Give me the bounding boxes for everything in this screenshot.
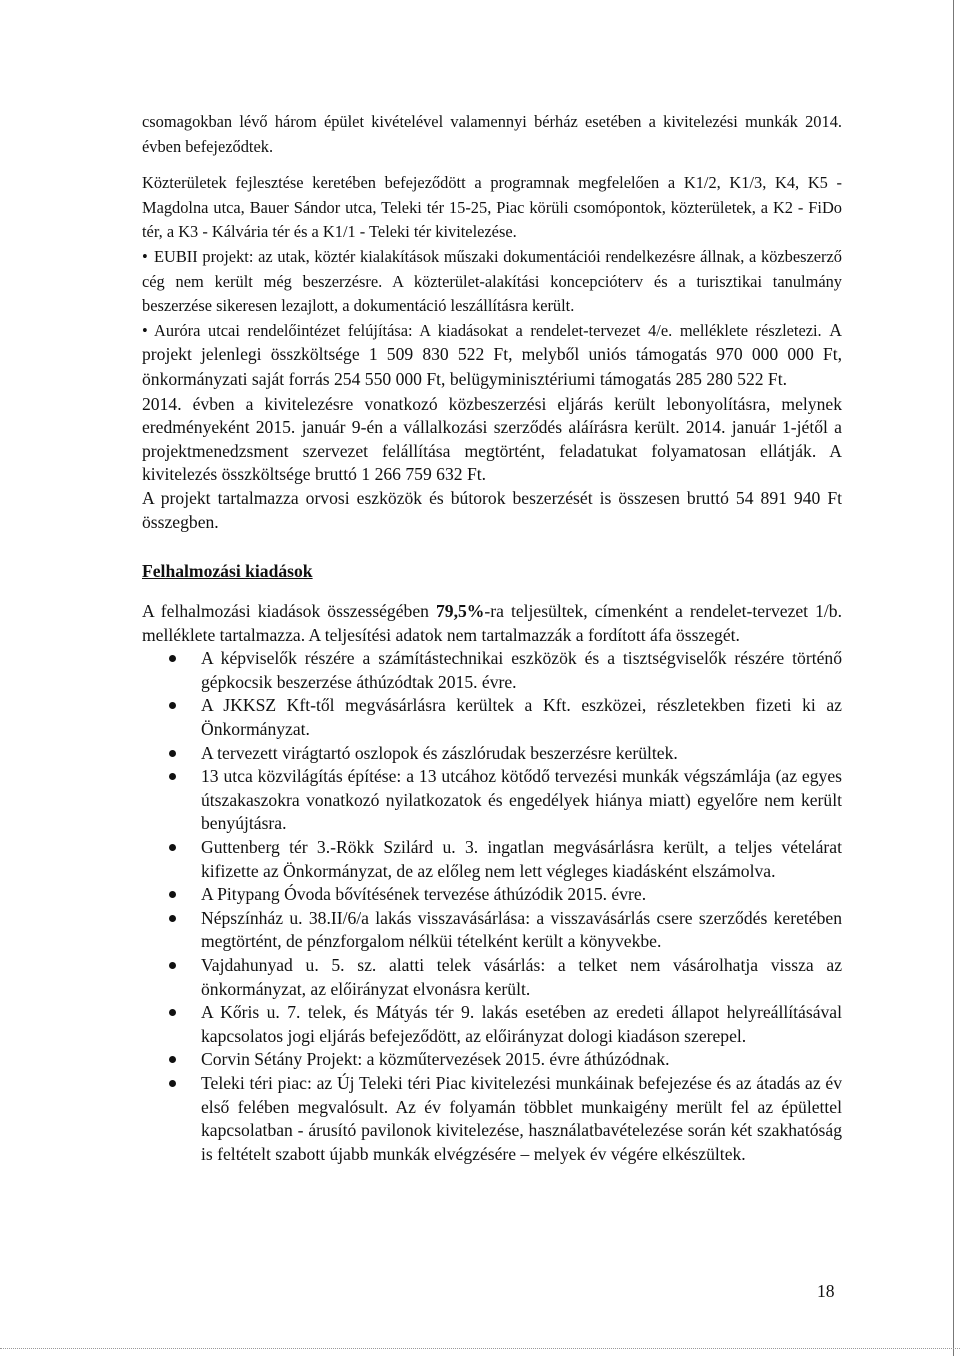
- list-item: [142, 694, 842, 741]
- list-item: [142, 836, 842, 883]
- bullet-icon: [169, 655, 176, 662]
- bullet-icon: [169, 1080, 176, 1087]
- list-item-text: A JKKSZ Kft-től megvásárlásra kerültek a Kft. eszközei, részletekben fizeti ki az Önkormányzat.: [201, 695, 842, 740]
- list-item: [142, 1048, 842, 1072]
- capital-expenditures-section: [142, 600, 842, 1166]
- list-item: [142, 907, 842, 954]
- paragraph-eubii: [142, 245, 842, 319]
- bullet-small-icon: •: [142, 246, 148, 266]
- list-item-text: Guttenberg tér 3.-Rökk Szilárd u. 3. ingatlan megvásárlásra került, a teljes vételárat kifizette az Önkormányzat, de az előleg nem lett végleges kiadásként elszámolva.: [201, 837, 842, 881]
- bullet-small-icon: •: [142, 320, 148, 340]
- paragraph-aurora: [142, 319, 842, 393]
- bullet-icon: [169, 773, 176, 780]
- section-heading: Felhalmozási kiadások: [142, 561, 313, 582]
- spacer: [142, 159, 842, 171]
- bullet-icon: [169, 1009, 176, 1016]
- intro-text-2: -ra teljesültek, címenként a rendelet-tervezet 1/b. melléklete tartalmazza. A teljesítési adatok nem tartalmazzák a fordított áfa összegét.: [142, 601, 842, 645]
- page-edge-line: [953, 0, 954, 1356]
- list-item-text: Corvin Sétány Projekt: a közműtervezések 2015. évre áthúzódnak.: [201, 1049, 670, 1070]
- bullet-icon: [169, 1056, 176, 1063]
- aurora-details: [142, 393, 842, 535]
- paragraph-project-cost: A projekt jelenlegi összköltsége 1 509 830 522 Ft, melyből uniós támogatás 970 000 000 Ft, önkormányzati saját forrás 254 550 000 Ft, belügyminisztériumi támogatás 285 280 522 Ft.: [142, 319, 842, 389]
- page-number: 18: [817, 1281, 835, 1301]
- top-section: [142, 110, 842, 393]
- list-item: [142, 1072, 842, 1166]
- list-item-text: 13 utca közvilágítás építése: a 13 utcához kötődő tervezési munkák végszámlája (az egyes útszakaszokra vonatkozó nyilatkozatok és engedélyek hiánya miatt) egyelőre nem került benyújtásra.: [201, 766, 842, 834]
- list-item-text: A Pitypang Óvoda bővítésének tervezése áthúzódik 2015. évre.: [201, 884, 647, 905]
- list-item-text: Teleki téri piac: az Új Teleki téri Piac kivitelezési munkáinak befejezése és az átadás az év első felében megvalósult. Az év folyamán többlet munkaigény merült fel az épülettel kapcsolatban - árusító pavilonok kivitelezése, használatbavételezése során két szakhatóság is feltételt szabott újabb munkák elvégzésére – melyek év végére elkészültek.: [201, 1072, 842, 1164]
- list-item: [142, 742, 842, 766]
- expenditure-list: [142, 647, 842, 1166]
- paragraph-public-spaces: Közterületek fejlesztése keretében befejeződött a programnak megfelelően a K1/2, K1/3, K4, K5 - Magdolna utca, Bauer Sándor utca, Teleki tér 15-25, Piac körüli csomópontok, közterületek, a K2 - FiDo tér, a K3 - Kálvária tér és a K1/1 - Teleki tér kivitelezése.: [142, 173, 842, 242]
- list-item: [142, 1001, 842, 1048]
- paragraph-renovation-status: csomagokban lévő három épület kivételével valamennyi bérház esetében a kivitelezési munkák 2014. évben befejeződtek.: [142, 112, 842, 156]
- list-item-text: Vajdahunyad u. 5. sz. alatti telek vásárlás: a telket nem vásárolhatja vissza az önkormányzat, az előirányzat elvonásra került.: [201, 955, 842, 999]
- list-item: [142, 647, 842, 694]
- bullet-icon: [169, 702, 176, 709]
- bullet-icon: [169, 891, 176, 898]
- bullet-icon: [169, 915, 176, 922]
- list-item: [142, 954, 842, 1001]
- paragraph-equipment: A projekt tartalmazza orvosi eszközök és bútorok beszerzését is összesen bruttó 54 891 940 Ft összegben.: [142, 487, 842, 532]
- list-item-text: A képviselők részére a számítástechnikai eszközök és a tisztségviselők részére történő gépkocsik beszerzése áthúzódtak 2015. évre.: [201, 648, 842, 692]
- paragraph-intro: [142, 600, 842, 647]
- intro-percent: 79,5%: [435, 601, 485, 622]
- paragraph-procurement: 2014. évben a kivitelezésre vonatkozó közbeszerzési eljárás került lebonyolításra, melynek eredményeként 2015. január 9-én a vállalkozási szerződés aláírásra került. 2014. január 1-jétől a projektmenedzsment szervezet felállítása megtörtént, feladatukat folyamatosan ellátják. A kivitelezés összköltsége bruttó 1 266 759 632 Ft.: [142, 393, 842, 485]
- list-item-text: A tervezett virágtartó oszlopok és zászlórudak beszerzésre kerültek.: [201, 742, 678, 763]
- bullet-icon: [169, 750, 176, 757]
- spacer: [142, 534, 842, 559]
- intro-text-1: A felhalmozási kiadások összességében: [142, 601, 436, 622]
- list-item: [142, 765, 842, 836]
- list-item-text: Népszínház u. 38.II/6/a lakás visszavásárlása: a visszavásárlás csere szerződés keretében megtörtént, de pénzforgalom nélküi tételként került a könyvekbe.: [201, 907, 842, 952]
- bullet-icon: [169, 844, 176, 851]
- paragraph-aurora-text: Auróra utcai rendelőintézet felújítása: A kiadásokat a rendelet-tervezet 4/e. melléklete részletezi.: [154, 320, 822, 340]
- list-item: [142, 883, 842, 907]
- document-body: [142, 110, 842, 1166]
- paragraph-eubii-text: EUBII projekt: az utak, köztér kialakítások műszaki dokumentációi rendelkezésre állnak, a közbeszerző cég nem került még beszerzésre. A közterület-alakítási koncepcióterv és a turisztikai tanulmány beszerzése sikeresen lezajlott, a dokumentáció leszállításra került.: [142, 246, 842, 316]
- page-bottom-edge: [0, 1348, 960, 1350]
- spacer: [142, 583, 842, 600]
- list-item-text: A Kőris u. 7. telek, és Mátyás tér 9. lakás esetében az eredeti állapot helyreállításával kapcsolatos jogi eljárás befejeződött, az előirányzat dologi kiadáson szerepel.: [201, 1002, 842, 1046]
- bullet-icon: [169, 962, 176, 969]
